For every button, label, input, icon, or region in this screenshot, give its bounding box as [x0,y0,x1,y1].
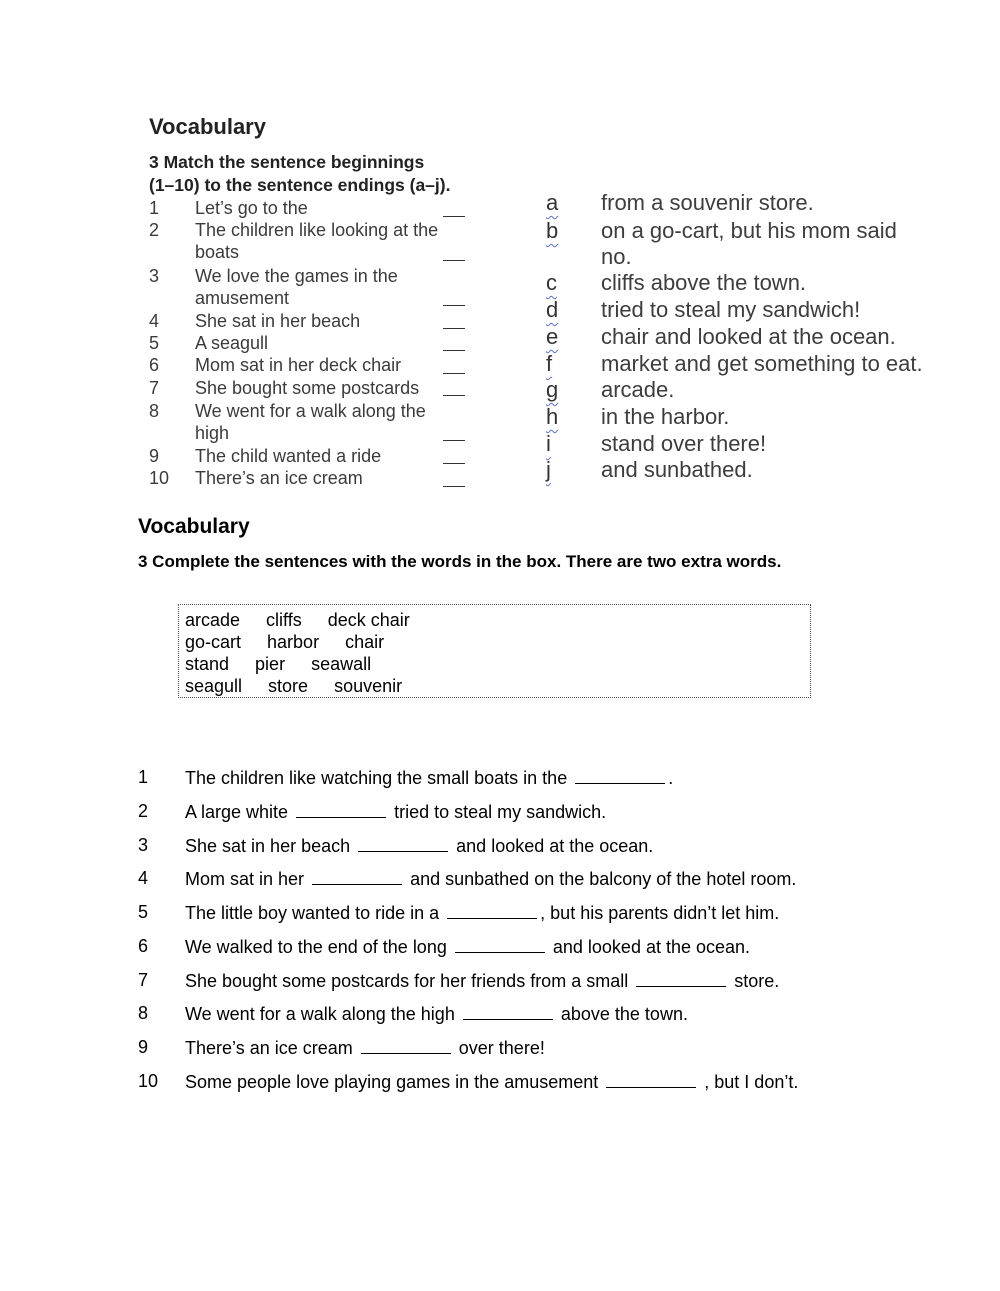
beginning-text: Let’s go to the [195,198,308,218]
beginning-number: 8 [149,401,160,421]
answer-blank[interactable] [443,328,465,329]
fill-blank[interactable] [463,1003,553,1020]
sentence-item [185,970,779,992]
section1-instruction [149,151,450,197]
word-box-word: go-cart [185,632,242,652]
sentence-after: and looked at the ocean. [456,836,654,856]
word-box-row [185,675,428,697]
ending-text: stand over there! [601,431,767,456]
word-box-word: deck chair [327,610,410,630]
fill-blank[interactable] [296,801,386,818]
beginning-number: 6 [149,355,160,375]
sentence-before: Some people love playing games in the amusement [185,1072,599,1092]
ending-letter: a [546,190,559,215]
sentence-before: She bought some postcards for her friends from a small [185,971,629,991]
ending-text: and sunbathed. [601,457,753,482]
sentence-item [185,1003,688,1025]
ending-letter: f [546,351,553,376]
ending-letter: g [546,377,559,402]
beginning-text: There’s an ice cream [195,468,363,488]
sentence-number: 2 [138,801,149,821]
sentence-number: 10 [138,1071,159,1091]
beginning-text: She bought some postcards [195,378,420,398]
beginning-number: 1 [149,198,160,218]
answer-blank[interactable] [443,440,465,441]
answer-blank[interactable] [443,463,465,464]
answer-blank[interactable] [443,486,465,487]
beginning-number: 10 [149,468,170,488]
word-box-word: cliffs [266,610,302,630]
sentence-number: 5 [138,902,149,922]
answer-blank[interactable] [443,350,465,351]
ending-text: chair and looked at the ocean. [601,324,896,349]
sentence-item [185,1071,798,1093]
sentence-item [185,767,673,789]
beginning-text: A seagull [195,333,269,353]
sentence-before: We went for a walk along the high [185,1004,455,1024]
word-box-word: pier [255,654,286,674]
fill-blank[interactable] [575,767,665,784]
beginning-text-cont: amusement [195,288,290,308]
sentence-number: 3 [138,835,149,855]
section2-heading: Vocabulary [138,515,250,538]
beginning-number: 7 [149,378,160,398]
sentence-number: 1 [138,767,149,787]
ending-text: market and get something to eat. [601,351,923,376]
beginning-text: The children like looking at the [195,220,439,240]
ending-letter: c [546,270,557,295]
word-box-word: harbor [267,632,320,652]
section1-instruction-line2: (1–10) to the sentence endings (a–j). [149,175,451,195]
beginning-number: 3 [149,266,160,286]
beginning-number: 4 [149,311,160,331]
beginning-text: Mom sat in her deck chair [195,355,402,375]
sentence-number: 6 [138,936,149,956]
answer-blank[interactable] [443,216,465,217]
beginning-number: 9 [149,446,160,466]
sentence-number: 9 [138,1037,149,1057]
sentence-before: We walked to the end of the long [185,937,447,957]
word-box-word: seawall [311,654,372,674]
section1-instruction-line1: 3 Match the sentence beginnings [149,152,425,172]
ending-text: tried to steal my sandwich! [601,297,861,322]
sentence-after: . [668,768,674,788]
fill-blank[interactable] [312,868,402,885]
section1-heading: Vocabulary [149,114,266,139]
ending-letter: j [546,457,551,482]
beginning-text: She sat in her beach [195,311,361,331]
word-box-word: chair [345,632,385,652]
sentence-item [185,868,796,890]
beginning-text: We love the games in the [195,266,398,286]
word-box-word: souvenir [334,676,403,696]
beginning-number: 2 [149,220,160,240]
sentence-after: and looked at the ocean. [552,937,751,957]
ending-text: from a souvenir store. [601,190,814,215]
sentence-before: She sat in her beach [185,836,351,856]
fill-blank[interactable] [358,835,448,852]
sentence-before: There’s an ice cream [185,1038,353,1058]
sentence-item [185,902,779,924]
ending-text: on a go-cart, but his mom said [601,218,897,243]
sentence-before: The little boy wanted to ride in a [185,903,440,923]
sentence-item [185,835,653,857]
ending-letter: b [546,218,559,243]
fill-blank[interactable] [636,970,726,987]
sentence-number: 4 [138,868,149,888]
sentence-after: and sunbathed on the balcony of the hotel room. [410,869,797,889]
sentence-number: 7 [138,970,149,990]
sentence-item [185,801,606,823]
beginning-text-cont: boats [195,242,240,262]
ending-letter: d [546,297,559,322]
word-box-word: arcade [185,610,241,630]
ending-text: in the harbor. [601,404,730,429]
sentence-item [185,936,750,958]
fill-blank[interactable] [447,902,537,919]
fill-blank[interactable] [361,1037,451,1054]
answer-blank[interactable] [443,373,465,374]
sentence-number: 8 [138,1003,149,1023]
beginning-text-cont: high [195,423,230,443]
ending-text: cliffs above the town. [601,270,807,295]
beginning-text: We went for a walk along the [195,401,426,421]
sentence-after: store. [734,971,780,991]
word-box [178,604,811,698]
word-box-word: store [268,676,309,696]
sentence-after: above the town. [560,1004,688,1024]
word-box-word: stand [185,654,230,674]
sentence-before: The children like watching the small boats in the [185,768,568,788]
word-box-word: seagull [185,676,243,696]
word-box-row [185,631,410,653]
ending-text: arcade. [601,377,675,402]
fill-blank[interactable] [455,936,545,953]
word-box-row [185,609,436,631]
ending-letter: h [546,404,559,429]
word-box-row [185,653,397,675]
sentence-after: tried to steal my sandwich. [394,802,607,822]
sentence-after: over there! [458,1038,545,1058]
ending-letter: i [546,431,551,456]
sentence-before: Mom sat in her [185,869,305,889]
answer-blank[interactable] [443,305,465,306]
ending-letter: e [546,324,559,349]
ending-text-cont: no. [601,244,632,269]
answer-blank[interactable] [443,260,465,261]
sentence-after: , but his parents didn’t let him. [540,903,780,923]
beginning-number: 5 [149,333,160,353]
sentence-after: , but I don’t. [704,1072,799,1092]
sentence-before: A large white [185,802,289,822]
section2-instruction: 3 Complete the sentences with the words in the box. There are two extra words. [138,552,782,571]
answer-blank[interactable] [443,395,465,396]
beginning-text: The child wanted a ride [195,446,382,466]
fill-blank[interactable] [606,1071,696,1088]
sentence-item [185,1037,545,1059]
